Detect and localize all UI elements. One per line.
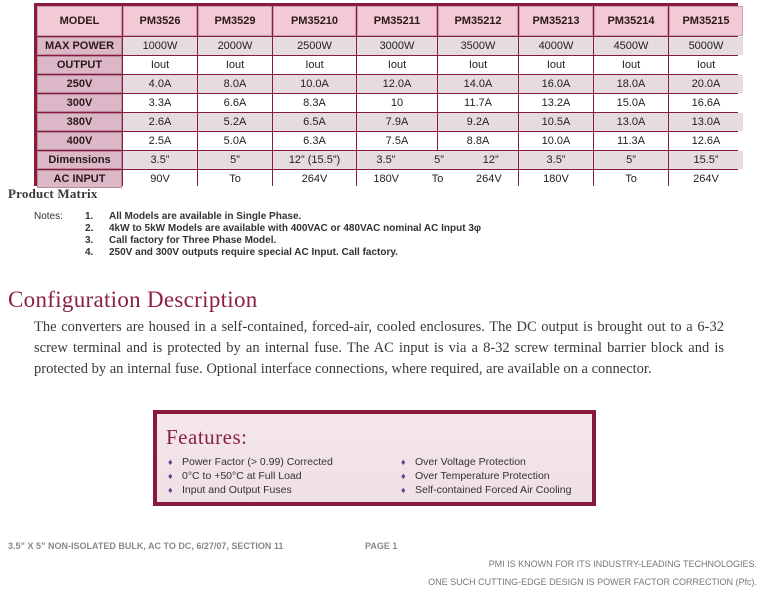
- table-row: [37, 132, 743, 150]
- note-item: [85, 211, 301, 223]
- table-cell: 2000W: [198, 37, 272, 55]
- table-cell: 14.0A: [438, 75, 518, 93]
- table-cell: 6.6A: [198, 94, 272, 112]
- note-number: 2.: [85, 223, 94, 234]
- header-cell: PM35211: [357, 6, 437, 36]
- table-cell-span: [357, 170, 518, 188]
- table-cell: 10: [357, 94, 437, 112]
- header-cell: PM3526: [123, 6, 197, 36]
- table-cell: 10.0A: [273, 75, 356, 93]
- table-cell: 3.5”: [123, 151, 197, 169]
- table-cell: 8.3A: [273, 94, 356, 112]
- note-item: [85, 235, 276, 247]
- cell-part: 3.5”: [376, 154, 396, 166]
- product-matrix-caption: Product Matrix: [8, 186, 98, 201]
- table-cell: 10.0A: [519, 132, 593, 150]
- note-text: All Models are available in Single Phase.: [109, 211, 302, 222]
- configuration-description: The converters are housed in a self-contained, forced-air, cooled enclosures. The DC output is brought out to a 6-32 screw terminal and is protected by an internal fuse. The AC input is via a 8-32 screw terminal barrier block and is protected by an internal fuse. Optional interface connections, where required, are available on a connector.: [34, 319, 724, 377]
- feature-text: Over Voltage Protection: [415, 456, 526, 468]
- table-cell: 4.0A: [123, 75, 197, 93]
- diamond-bullet-icon: ♦: [168, 471, 173, 481]
- cell-part: 180V: [373, 173, 400, 185]
- footer-page-number: PAGE 1: [365, 541, 398, 551]
- table-cell: Iout: [273, 56, 356, 74]
- table-cell: 6.5A: [273, 113, 356, 131]
- row-label: 250V: [37, 75, 122, 93]
- footer-section-info: 3.5” X 5” NON-ISOLATED BULK, AC TO DC, 6/27/07, SECTION 11: [8, 541, 284, 551]
- table-cell: 13.0A: [594, 113, 668, 131]
- table-cell: 9.2A: [438, 113, 518, 131]
- table-cell: To: [594, 170, 668, 188]
- table-cell: 5000W: [669, 37, 743, 55]
- table-row-dimensions: [37, 151, 743, 169]
- feature-item: [401, 456, 526, 468]
- table-cell: 5”: [198, 151, 272, 169]
- header-cell: PM3529: [198, 6, 272, 36]
- cell-part: 5”: [434, 154, 444, 166]
- header-cell: PM35213: [519, 6, 593, 36]
- table-cell: 3000W: [357, 37, 437, 55]
- row-label: 400V: [37, 132, 122, 150]
- feature-text: Input and Output Fuses: [182, 484, 292, 496]
- header-cell: PM35212: [438, 6, 518, 36]
- table-cell: Iout: [519, 56, 593, 74]
- row-label: MAX POWER: [37, 37, 122, 55]
- table-cell: 5.2A: [198, 113, 272, 131]
- table-cell: 2.6A: [123, 113, 197, 131]
- cell-part: 12”: [482, 154, 499, 166]
- table-cell: 8.8A: [438, 132, 518, 150]
- row-label: OUTPUT: [37, 56, 122, 74]
- table-cell: 180V: [519, 170, 593, 188]
- table-cell: 3500W: [438, 37, 518, 55]
- table-cell: 7.9A: [357, 113, 437, 131]
- footer-tagline-1: PMI IS KNOWN FOR ITS INDUSTRY-LEADING TECHNOLOGIES.: [488, 559, 757, 569]
- header-cell: MODEL: [37, 6, 122, 36]
- table-cell: 5.0A: [198, 132, 272, 150]
- features-title: Features:: [166, 425, 248, 449]
- table-cell: 2.5A: [123, 132, 197, 150]
- table-cell: 4500W: [594, 37, 668, 55]
- feature-item: [168, 456, 333, 468]
- table-cell: Iout: [438, 56, 518, 74]
- table-cell: 12.6A: [669, 132, 743, 150]
- table-cell: 20.0A: [669, 75, 743, 93]
- table-cell: 264V: [273, 170, 356, 188]
- table-row: [37, 75, 743, 93]
- features-box: [153, 410, 596, 506]
- table-row: [37, 56, 743, 74]
- note-text: 4kW to 5kW Models are available with 400VAC or 480VAC nominal AC Input 3φ: [109, 223, 482, 234]
- notes-label: Notes:: [34, 211, 63, 222]
- header-cell: PM35210: [273, 6, 356, 36]
- cell-part: 264V: [475, 173, 502, 185]
- table-cell: 3.3A: [123, 94, 197, 112]
- diamond-bullet-icon: ♦: [401, 485, 406, 495]
- header-cell: PM35215: [669, 6, 743, 36]
- table-cell: 3.5”: [519, 151, 593, 169]
- note-text: Call factory for Three Phase Model.: [109, 235, 277, 246]
- note-number: 3.: [85, 235, 94, 246]
- table-row: [37, 37, 743, 55]
- footer-tagline-2: ONE SUCH CUTTING-EDGE DESIGN IS POWER FACTOR CORRECTION (Pfc).: [428, 577, 757, 587]
- table-cell: Iout: [198, 56, 272, 74]
- diamond-bullet-icon: ♦: [401, 457, 406, 467]
- table-cell: Iout: [123, 56, 197, 74]
- table-cell: 11.7A: [438, 94, 518, 112]
- table-cell: 13.0A: [669, 113, 743, 131]
- table-cell: 10.5A: [519, 113, 593, 131]
- feature-item: [401, 484, 571, 496]
- table-row: [37, 94, 743, 112]
- table-cell: 2500W: [273, 37, 356, 55]
- feature-item: [168, 484, 292, 496]
- table-cell: 90V: [123, 170, 197, 188]
- feature-item: [168, 470, 302, 482]
- table-cell: 15.0A: [594, 94, 668, 112]
- table-cell: 15.5”: [669, 151, 743, 169]
- note-number: 1.: [85, 211, 94, 222]
- header-cell: PM35214: [594, 6, 668, 36]
- table-cell: 12” (15.5”): [273, 151, 356, 169]
- table-cell: 16.6A: [669, 94, 743, 112]
- table-cell: 11.3A: [594, 132, 668, 150]
- table-cell: To: [198, 170, 272, 188]
- diamond-bullet-icon: ♦: [401, 471, 406, 481]
- table-row: [37, 113, 743, 131]
- table-cell: Iout: [357, 56, 437, 74]
- table-cell: 13.2A: [519, 94, 593, 112]
- diamond-bullet-icon: ♦: [168, 457, 173, 467]
- feature-text: Self-contained Forced Air Cooling: [415, 484, 572, 496]
- table-cell: 264V: [669, 170, 743, 188]
- table-cell: 5”: [594, 151, 668, 169]
- table-cell: Iout: [594, 56, 668, 74]
- table-cell: 8.0A: [198, 75, 272, 93]
- diamond-bullet-icon: ♦: [168, 485, 173, 495]
- feature-text: Power Factor (> 0.99) Corrected: [182, 456, 333, 468]
- configuration-title: Configuration Description: [8, 287, 258, 312]
- note-item: [85, 223, 481, 235]
- note-number: 4.: [85, 247, 94, 258]
- row-label: 380V: [37, 113, 122, 131]
- note-item: [85, 247, 398, 259]
- table-cell: 6.3A: [273, 132, 356, 150]
- feature-item: [401, 470, 550, 482]
- table-cell: 16.0A: [519, 75, 593, 93]
- table-cell: 1000W: [123, 37, 197, 55]
- row-label: AC INPUT: [37, 170, 122, 188]
- table-cell-span: [357, 151, 518, 169]
- feature-text: Over Temperature Protection: [415, 470, 550, 482]
- table-cell: 12.0A: [357, 75, 437, 93]
- product-matrix-table: [34, 3, 738, 186]
- row-label: 300V: [37, 94, 122, 112]
- table-cell: Iout: [669, 56, 743, 74]
- note-text: 250V and 300V outputs require special AC Input. Call factory.: [109, 247, 398, 258]
- header-row: [37, 6, 743, 36]
- table-cell: 18.0A: [594, 75, 668, 93]
- cell-part: To: [431, 173, 444, 185]
- table-row-ac-input: [37, 170, 743, 188]
- feature-text: 0°C to +50°C at Full Load: [182, 470, 302, 482]
- table-cell: 4000W: [519, 37, 593, 55]
- row-label: Dimensions: [37, 151, 122, 169]
- table-cell: 7.5A: [357, 132, 437, 150]
